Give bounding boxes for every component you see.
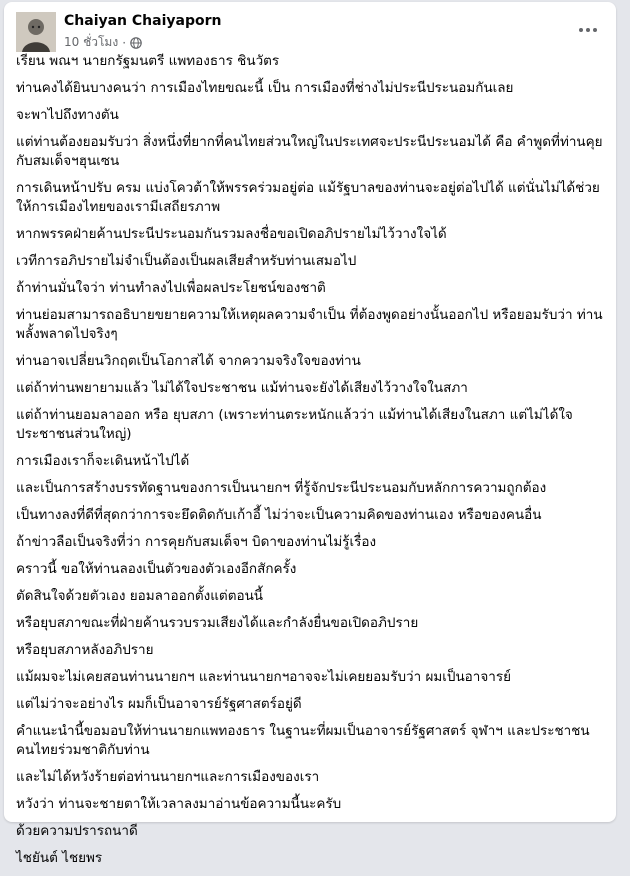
post-paragraph: ท่านย่อมสามารถอธิบายขยายความให้เหตุผลความจำเป็น ที่ต้องพูดอย่างนั้นออกไป หรือยอมรับว่า ท่านพลั้งพลาดไปจริงๆ <box>16 307 603 342</box>
post-paragraph: เวทีการอภิปรายไม่จำเป็นต้องเป็นผลเสียสำหรับท่านเสมอไป <box>16 253 357 269</box>
post-paragraph: ถ้าข่าวลือเป็นจริงที่ว่า การคุยกับสมเด็จฯ บิดาของท่านไม่รู้เรื่อง <box>16 534 377 550</box>
post-header <box>16 12 604 52</box>
post-meta <box>64 33 142 52</box>
post-paragraph: การเดินหน้าปรับ ครม แบ่งโควต้าให้พรรคร่วมอยู่ต่อ แม้รัฐบาลของท่านจะอยู่ต่อไปได้ แต่นั่นไม่ได้ช่วยให้การเมืองไทยของเรามีเสถียรภาพ <box>16 180 600 215</box>
post-paragraph: หากพรรคฝ่ายค้านประนีประนอมกันรวมลงชื่อขอเปิดอภิปรายไม่ไว้วางใจได้ <box>16 226 447 242</box>
post-paragraph: ด้วยความปรารถนาดี <box>16 823 138 839</box>
post-paragraph: หวังว่า ท่านจะชายตาให้เวลาลงมาอ่านข้อความนี้นะครับ <box>16 796 342 812</box>
post-body <box>16 52 606 876</box>
post-paragraph: แต่ถ้าท่านยอมลาออก หรือ ยุบสภา (เพราะท่านตระหนักแล้วว่า แม้ท่านได้เสียงในสภา แต่ไม่ได้ใจประชาชนส่วนใหญ่) <box>16 407 573 442</box>
post-paragraph: ตัดสินใจด้วยตัวเอง ยอมลาออกตั้งแต่ตอนนี้ <box>16 588 264 604</box>
post-paragraph: แต่ท่านต้องยอมรับว่า สิ่งหนึ่งที่ยากที่คนไทยส่วนใหญ่ในประเทศจะประนีประนอมได้ คือ คำพูดที่ท่านคุย กับสมเด็จฯฮุนเซน <box>16 134 603 169</box>
meta-separator: · <box>122 35 127 50</box>
post-paragraph: เป็นทางลงที่ดีที่สุดกว่าการจะยึดติดกับเก้าอี้ ไม่ว่าจะเป็นความคิดของท่านเอง หรือของคนอื่น <box>16 507 542 523</box>
globe-icon[interactable] <box>130 37 142 49</box>
avatar-photo-icon <box>16 12 56 52</box>
post-paragraph: เรียน พณฯ นายกรัฐมนตรี แพทองธาร ชินวัตร <box>16 53 280 69</box>
post-paragraph: และไม่ได้หวังร้ายต่อท่านนายกฯและการเมืองของเรา <box>16 769 320 785</box>
post-paragraph: คำแนะนำนี้ขอมอบให้ท่านนายกแพทองธาร ในฐานะที่ผมเป็นอาจารย์รัฐศาสตร์ จุฬาฯ และประชาชนคนไทยร่วมชาติกับท่าน <box>16 723 590 758</box>
post-timestamp[interactable]: 10 ชั่วโมง <box>64 35 119 49</box>
post-paragraph: ท่านอาจเปลี่ยนวิกฤตเป็นโอกาสได้ จากความจริงใจของท่าน <box>16 353 361 369</box>
author-avatar[interactable] <box>16 12 56 52</box>
more-options-icon[interactable] <box>572 14 604 46</box>
post-paragraph: ถ้าท่านมั่นใจว่า ท่านทำลงไปเพื่อผลประโยชน์ของชาติ <box>16 280 326 296</box>
post-paragraph: คราวนี้ ขอให้ท่านลองเป็นตัวของตัวเองอีกสักครั้ง <box>16 561 297 577</box>
post-paragraph: แม้ผมจะไม่เคยสอนท่านนายกฯ และท่านนายกฯอาจจะไม่เคยยอมรับว่า ผมเป็นอาจารย์ <box>16 669 512 685</box>
post-paragraph: จะพาไปถึงทางตัน <box>16 107 119 123</box>
post-paragraph: และเป็นการสร้างบรรทัดฐานของการเป็นนายกฯ ที่รู้จักประนีประนอมกับหลักการความถูกต้อง <box>16 480 547 496</box>
post-paragraph: หรือยุบสภาขณะที่ฝ่ายค้านรวบรวมเสียงได้และกำลังยื่นขอเปิดอภิปราย <box>16 615 419 631</box>
post-paragraph: ไชยันต์ ไชยพร <box>16 850 103 866</box>
post-paragraph: แต่ถ้าท่านพยายามแล้ว ไม่ได้ใจประชาชน แม้ท่านจะยังได้เสียงไว้วางใจในสภา <box>16 380 468 396</box>
post-paragraph: หรือยุบสภาหลังอภิปราย <box>16 642 154 658</box>
post-paragraph: การเมืองเราก็จะเดินหน้าไปได้ <box>16 453 190 469</box>
author-name[interactable]: Chaiyan Chaiyaporn <box>64 13 222 29</box>
post-card <box>4 2 616 866</box>
post-paragraph: ท่านคงได้ยินบางคนว่า การเมืองไทยขณะนี้ เป็น การเมืองที่ช่างไม่ประนีประนอมกันเลย <box>16 80 514 96</box>
post-paragraph: แต่ไม่ว่าจะอย่างไร ผมก็เป็นอาจารย์รัฐศาสตร์อยู่ดี <box>16 696 302 712</box>
